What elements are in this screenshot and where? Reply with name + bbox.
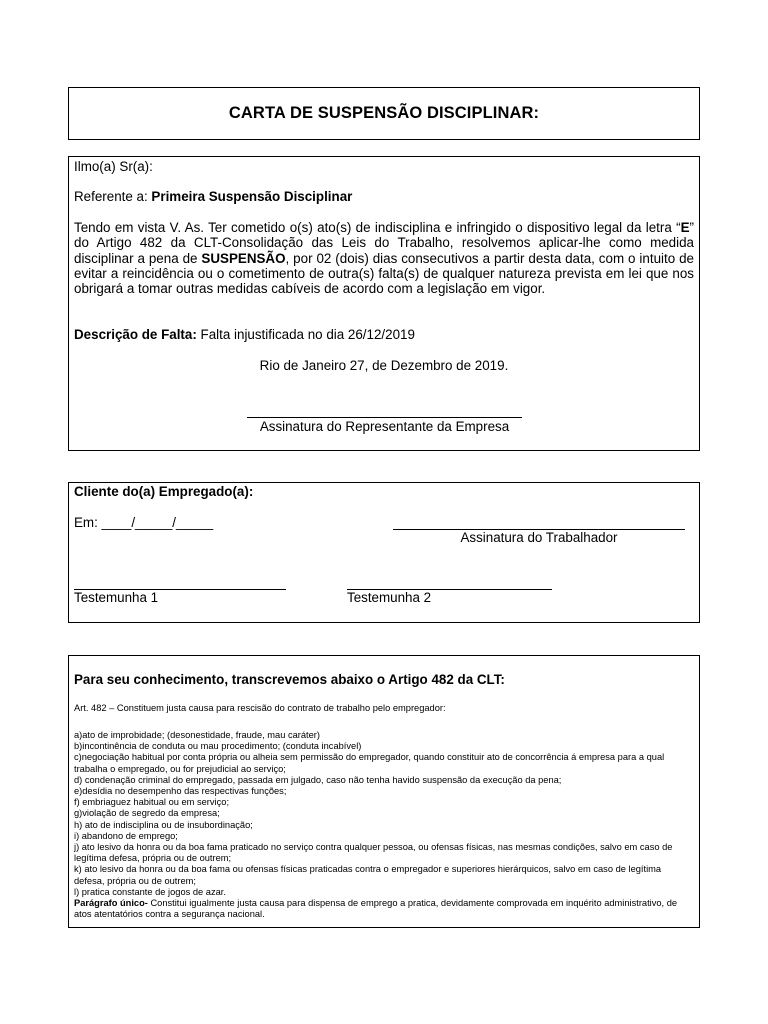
sole-paragraph [74, 898, 694, 920]
fault-value: Falta injustificada no dia 26/12/2019 [196, 327, 415, 342]
law-heading: Para seu conhecimento, transcrevemos abaixo o Artigo 482 da CLT: [74, 672, 505, 687]
law-item: a)ato de improbidade; (desonestidade, fraude, mau caráter) [74, 730, 320, 740]
body-text-2: ” do Artigo 482 da CLT-Consolidação das Leis do Trabalho, resolvemos aplicar-lhe como medida disciplinar a pena de [74, 220, 694, 266]
reference-value: Primeira Suspensão Disciplinar [151, 189, 353, 204]
law-items-list [74, 730, 694, 920]
witness1-label: Testemunha 1 [74, 590, 159, 605]
fault-line [74, 327, 415, 343]
reference-label: Referente a: [74, 189, 152, 204]
client-box [68, 482, 700, 623]
law-item: c)negociação habitual por conta própria ou alheia sem permissão do empregador, quando constituir ato de concorrência á empresa para a qual trabalha o empregado, ou for prejudicial ao serviço; [74, 752, 665, 774]
law-item: k) ato lesivo da honra ou da boa fama ou ofensas físicas praticadas contra o empregador e superiores hierárquicos, salvo em caso de legítima defesa, própria ou de outrem; [74, 864, 662, 886]
salutation: Ilmo(a) Sr(a): [74, 159, 153, 174]
body-text-3: , por 02 (dois) dias consecutivos a partir desta data, com o intuito de evitar a reincidência ou o cometimento de outra(s) falta(s) de qualquer natureza prevista em lei que nos obrigará a tomar outras medidas cabíveis de acordo com a legislação em vigor. [74, 250, 694, 297]
client-heading: Cliente do(a) Empregado(a): [74, 484, 254, 499]
law-item: h) ato de indisciplina ou de insubordinação; [74, 819, 253, 830]
witness2-label: Testemunha 2 [347, 590, 432, 605]
body-penalty: SUSPENSÃO [201, 250, 286, 266]
law-item: d) condenação criminal do empregado, passada em julgado, caso não tenha havido suspensão da execução da pena; [74, 774, 562, 785]
place-date: Rio de Janeiro 27, de Dezembro de 2019. [259, 358, 509, 373]
company-signature-label: Assinatura do Representante da Empresa [259, 419, 510, 434]
law-item: e)desídia no desempenho das respectivas funções; [74, 786, 287, 797]
sole-paragraph-label: Parágrafo único- [74, 898, 148, 909]
letter-body [74, 220, 694, 296]
title-box [68, 87, 700, 140]
law-item: l) pratica constante de jogos de azar. [74, 886, 226, 897]
fault-label: Descrição de Falta: [74, 327, 197, 342]
law-item: i) abandono de emprego; [74, 830, 178, 841]
law-item: g)violação de segredo da empresa; [74, 808, 220, 819]
law-intro: Art. 482 – Constituem justa causa para rescisão do contrato de trabalho pelo empregador: [74, 703, 446, 713]
company-signature-line [247, 417, 522, 418]
worker-signature-label: Assinatura do Trabalhador [460, 530, 618, 545]
sole-paragraph-text: Constitui igualmente justa causa para dispensa de emprego a pratica, devidamente comprovada em inquérito administrativo, de atos atentatórios contra a segurança nacional. [74, 898, 678, 920]
law-item: j) ato lesivo da honra ou da boa fama praticado no serviço contra qualquer pessoa, ou ofensas físicas, nas mesmas condições, salvo em caso de legítima defesa, própria ou de outrem; [74, 842, 673, 864]
date-line: Em: ____/_____/_____ [74, 515, 214, 530]
letter-box [68, 156, 700, 451]
law-item: b)incontinência de conduta ou mau procedimento; (conduta incabível) [74, 741, 362, 752]
document-title: CARTA DE SUSPENSÃO DISCIPLINAR: [228, 104, 540, 122]
law-item: f) embriaguez habitual ou em serviço; [74, 797, 230, 808]
reference-line [74, 189, 352, 205]
body-text-1: Tendo em vista V. As. Ter cometido o(s) ato(s) de indisciplina e infringido o dispositivo legal da letra “ [74, 220, 681, 235]
law-box [68, 655, 700, 928]
body-letter: E [680, 220, 690, 235]
